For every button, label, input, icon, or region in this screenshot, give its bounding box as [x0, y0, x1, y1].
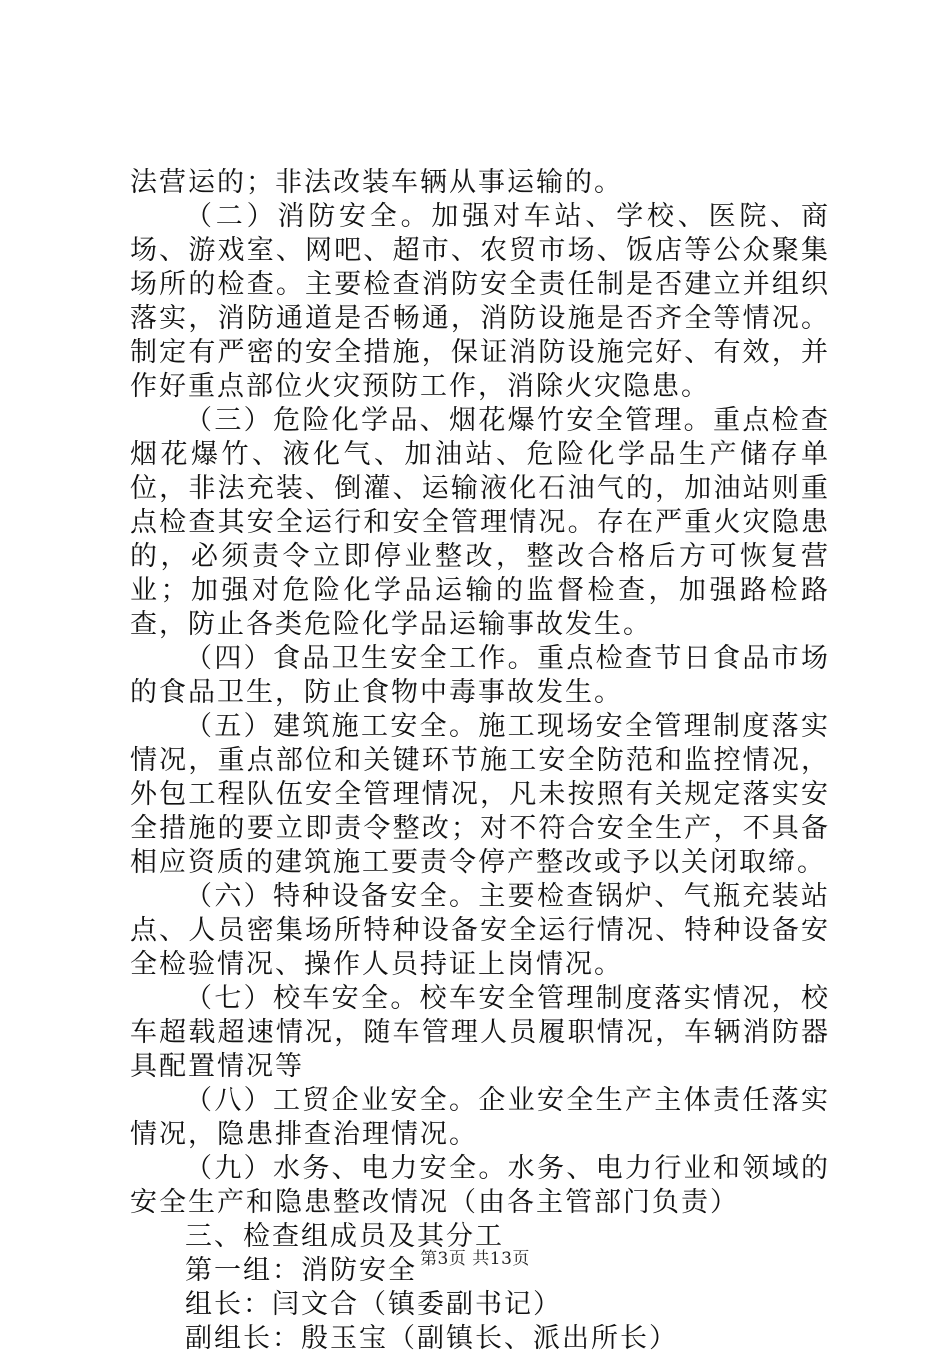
section-heading-inspection-groups: 三、检查组成员及其分工: [185, 1221, 504, 1252]
group-deputy-leader: 副组长：殷玉宝（副镇长、派出所长）: [185, 1323, 678, 1354]
paragraph-hazardous-chemicals: （三）危险化学品、烟花爆竹安全管理。重点检查烟花爆竹、液化气、加油站、危险化学品生产储存单位，非法充装、倒灌、运输液化石油气的，加油站则重点检查其安全运行和安全管理情况。存在严重火灾隐患的，必须责令立即停业整改，整改合格后方可恢复营业；加强对危险化学品运输的监督检查，加强路检路查，防止各类危险化学品运输事故发生。: [130, 405, 830, 640]
paragraph-industry-trade: （八）工贸企业安全。企业安全生产主体责任落实情况，隐患排查治理情况。: [130, 1085, 830, 1150]
group-leader: 组长：闫文合（镇委副书记）: [185, 1289, 562, 1320]
paragraph-food-safety: （四）食品卫生安全工作。重点检查节日食品市场的食品卫生，防止食物中毒事故发生。: [130, 643, 830, 708]
page-number-footer: 第3页 共13页: [420, 1249, 530, 1269]
group-one-title: 第一组：消防安全: [185, 1255, 417, 1286]
paragraph-school-bus: （七）校车安全。校车安全管理制度落实情况，校车超载超速情况，随车管理人员履职情况，车辆消防器具配置情况等: [130, 983, 830, 1082]
paragraph-construction-safety: （五）建筑施工安全。施工现场安全管理制度落实情况，重点部位和关键环节施工安全防范和监控情况，外包工程队伍安全管理情况，凡未按照有关规定落实安全措施的要立即责令整改；对不符合安全生产，不具备相应资质的建筑施工要责令停产整改或予以关闭取缔。: [130, 711, 830, 878]
paragraph-fire-safety: （二）消防安全。加强对车站、学校、医院、商场、游戏室、网吧、超市、农贸市场、饭店等公众聚集场所的检查。主要检查消防安全责任制是否建立并组织落实，消防通道是否畅通，消防设施是否齐全等情况。制定有严密的安全措施，保证消防设施完好、有效，并作好重点部位火灾预防工作，消除火灾隐患。: [130, 201, 830, 402]
document-body: [130, 166, 830, 1356]
paragraph-water-power: （九）水务、电力安全。水务、电力行业和领域的安全生产和隐患整改情况（由各主管部门负责）: [130, 1153, 830, 1218]
paragraph-special-equipment: （六）特种设备安全。主要检查锅炉、气瓶充装站点、人员密集场所特种设备安全运行情况、特种设备安全检验情况、操作人员持证上岗情况。: [130, 881, 830, 980]
paragraph-continuation: 法营运的；非法改装车辆从事运输的。: [130, 167, 623, 198]
